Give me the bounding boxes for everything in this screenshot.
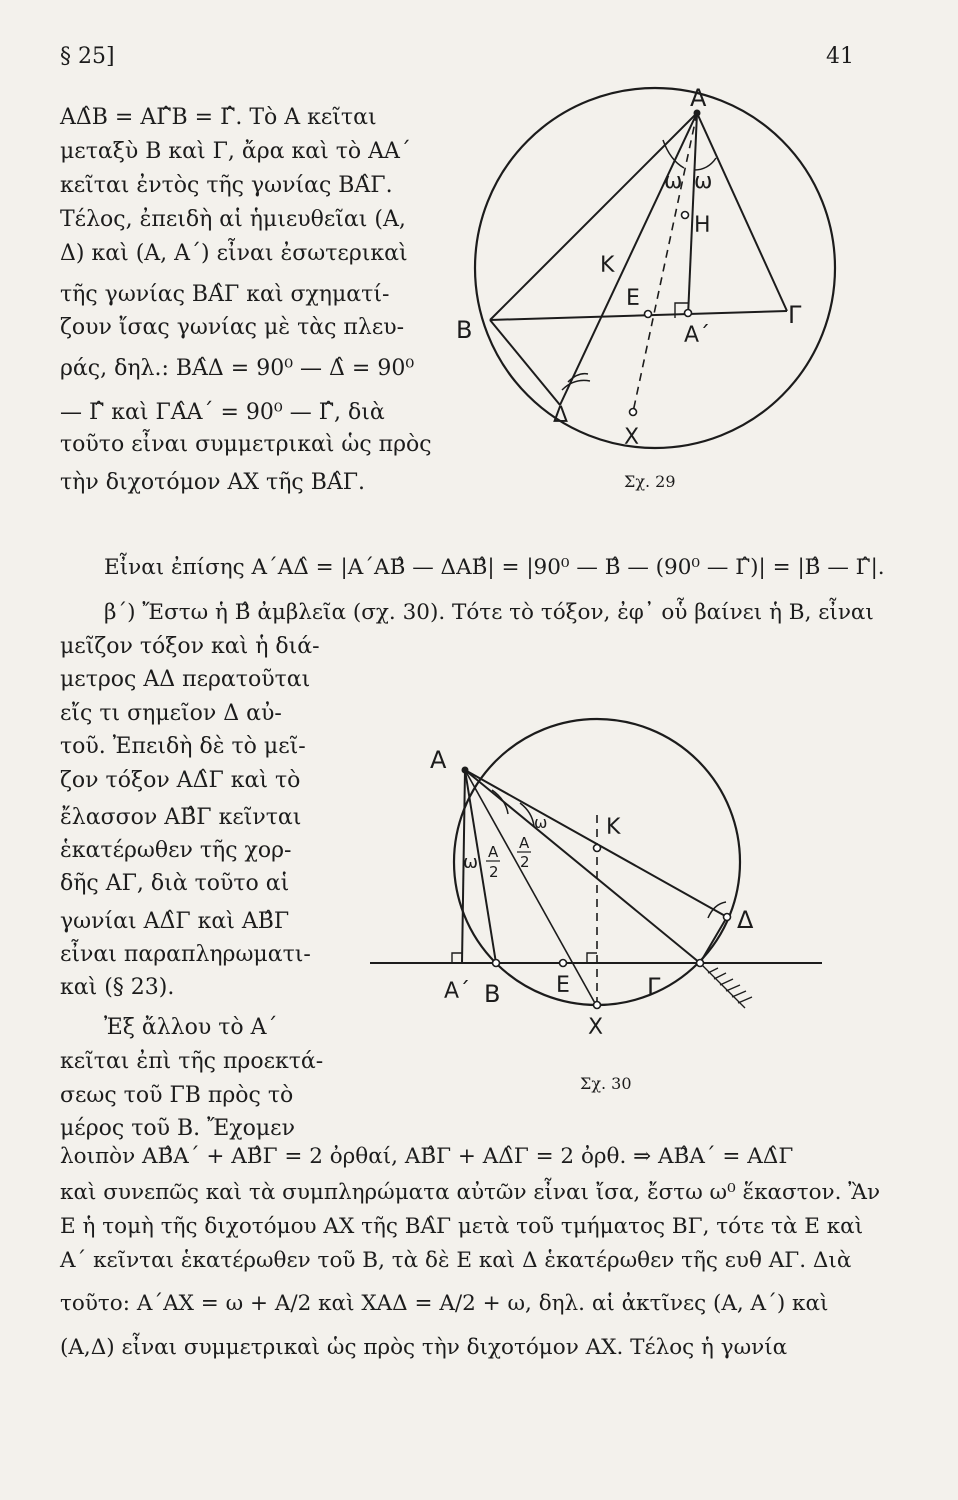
text-line: σεως τοῦ ΓΒ πρὸς τὸ [60,1083,294,1108]
figure-29-caption: Σχ. 29 [624,472,676,491]
right-angle-mark [452,953,462,963]
text-line: Ἐξ ἄλλου τὸ Α΄ [104,1015,278,1040]
chord-dg [700,917,727,963]
section-header: § 25] [60,44,115,69]
text-line: κεῖται ἐντὸς τῆς γωνίας ΒΑ̂Γ. [60,173,393,198]
point-e [645,311,652,318]
right-angle-mark [587,953,597,963]
text-line: γωνίαι ΑΔ̂Γ καὶ ΑΒ̂Γ [60,909,290,934]
point-g [697,960,704,967]
text-line: (Α,Δ) εἶναι συμμετρικαὶ ὡς πρὸς τὴν διχοτόμον ΑΧ. Τέλος ἡ γωνία [60,1335,788,1360]
label-k: Κ [600,253,615,278]
text-line: τοῦ. Ἐπειδὴ δὲ τὸ μεῖ- [60,734,306,759]
text-line: τῆς γωνίας ΒΑ̂Γ καὶ σχηματί- [60,282,390,307]
label-x: Χ [588,1015,604,1040]
side-ab [490,113,697,320]
label-omega: ω [463,852,479,873]
point-b [493,960,500,967]
label-b: Β [456,316,473,344]
page-number: 41 [826,44,854,69]
text-line: μέρος τοῦ Β. Ἔχομεν [60,1116,295,1141]
label-k: Κ [606,815,621,840]
label-half-angle-num: Α [519,834,530,852]
label-g: Γ [788,301,802,329]
label-d: Δ [737,906,754,934]
angle-arc [562,380,590,390]
figure-29 [440,80,840,500]
text-line: εἴς τι σημεῖον Δ αὐ- [60,701,282,726]
label-half-angle-den: 2 [520,853,530,871]
label-omega: ω [534,813,548,832]
text-line: τοῦτο εἶναι συμμετρικαὶ ὡς πρὸς [60,432,432,457]
text-line: μεταξὺ Β καὶ Γ, ἄρα καὶ τὸ ΑΑ΄ [60,139,411,164]
point-x [630,409,637,416]
point-h [682,212,689,219]
text-line: β΄) Ἔστω ἡ Β̂ ἀμβλεῖα (σχ. 30). Τότε τὸ τόξον, ἐφ᾽ οὗ βαίνει ἡ Β, εἶναι [104,600,874,625]
text-line: ζον τόξον ΑΔ̂Γ καὶ τὸ [60,768,301,793]
label-a-prime: Α΄ [684,323,711,348]
label-a: Α [430,746,447,774]
text-line: κεῖται ἐπὶ τῆς προεκτά- [60,1049,324,1074]
side-bc [490,311,787,320]
hatching [700,963,752,1008]
label-a: Α [690,84,707,112]
point-a-prime [685,310,692,317]
label-g: Γ [647,973,661,1001]
label-d: Δ [553,403,569,428]
text-line: καὶ συνεπῶς καὶ τὰ συμπληρώματα αὐτῶν εἶναι ἴσα, ἔστω ω⁰ ἕκαστον. Ἂν [60,1180,881,1205]
text-line: λοιπὸν ΑΒ̂Α΄ + ΑΒ̂Γ = 2 ὀρθαί, ΑΒ̂Γ + ΑΔ̂Γ = 2 ὀρθ. ⇒ ΑΒ̂Α΄ = ΑΔ̂Γ [60,1144,794,1169]
text-line: Δ) καὶ (Α, Α΄) εἶναι ἐσωτερικαὶ [60,241,408,266]
text-line: καὶ (§ 23). [60,975,175,1000]
text-line: τοῦτο: Α΄ΑΧ = ω + Α/2 καὶ ΧΑΔ = Α/2 + ω, δηλ. αἱ ἀκτῖνες (Α, Α΄) καὶ [60,1291,829,1316]
label-e: Ε [626,286,640,311]
text-line: ἑκατέρωθεν τῆς χορ- [60,838,292,863]
label-omega: ω [664,169,683,194]
label-e: Ε [556,973,570,998]
label-omega: ω [694,169,713,194]
label-a-prime: Α΄ [444,979,471,1004]
side-ag [465,770,700,963]
text-line: ράς, δηλ.: ΒΑ̂Δ = 90⁰ — Δ̂ = 90⁰ [60,356,415,381]
circumcircle [475,88,835,448]
text-line: Ε ἡ τομὴ τῆς διχοτόμου ΑΧ τῆς ΒΑ̂Γ μετὰ τοῦ τμήματος ΒΓ, τότε τὰ Ε καὶ [60,1214,864,1239]
text-line: μετρος ΑΔ περατοῦται [60,667,311,692]
text-line: — Γ̂ καὶ ΓΑ̂Α΄ = 90⁰ — Γ̂, διὰ [60,400,385,425]
text-line: Εἶναι ἐπίσης Α΄ΑΔ̂ = |Α΄ΑΒ̂ — ΔΑΒ̂| = |90⁰ — Β̂ — (90⁰ — Γ̂)| = |Β̂ — Γ̂|. [104,555,885,580]
point-d [724,914,731,921]
text-line: μεῖζον τόξον καὶ ἡ διά- [60,634,320,659]
label-x: Χ [624,425,640,450]
figure-30 [360,680,830,1050]
figure-30-caption: Σχ. 30 [580,1074,632,1093]
point-x [594,1002,601,1009]
text-line: εἶναι παραπληρωματι- [60,942,311,967]
point-k [594,845,601,852]
text-line: Α΄ κεῖνται ἑκατέρωθεν τοῦ Β, τὰ δὲ Ε καὶ Δ ἑκατέρωθεν τῆς ευθ ΑΓ. Διὰ [60,1248,852,1273]
label-h: Η [694,213,711,238]
label-b: Β [484,980,501,1008]
text-line: ΑΔ̂Β = ΑΓ̂Β = Γ̂. Τὸ Α κεῖται [60,105,377,130]
text-line: Τέλος, ἐπειδὴ αἱ ἡμιευθεῖαι (Α, [60,207,406,232]
bisector-ax [633,113,697,412]
diameter-ad [560,113,697,405]
point-e [560,960,567,967]
diameter-ad [465,770,727,917]
side-ac [697,113,787,311]
label-half-angle-den: 2 [489,863,499,881]
text-line: ἔλασσον ΑΒ̂Γ κεῖνται [60,805,302,830]
label-half-angle-num: Α [488,843,499,861]
text-line: τὴν διχοτόμον ΑΧ τῆς ΒΑ̂Γ. [60,470,366,495]
point-a [462,767,469,774]
text-line: δῆς ΑΓ, διὰ τοῦτο αἱ [60,871,290,896]
text-line: ζουν ἴσας γωνίας μὲ τὰς πλευ- [60,315,405,340]
